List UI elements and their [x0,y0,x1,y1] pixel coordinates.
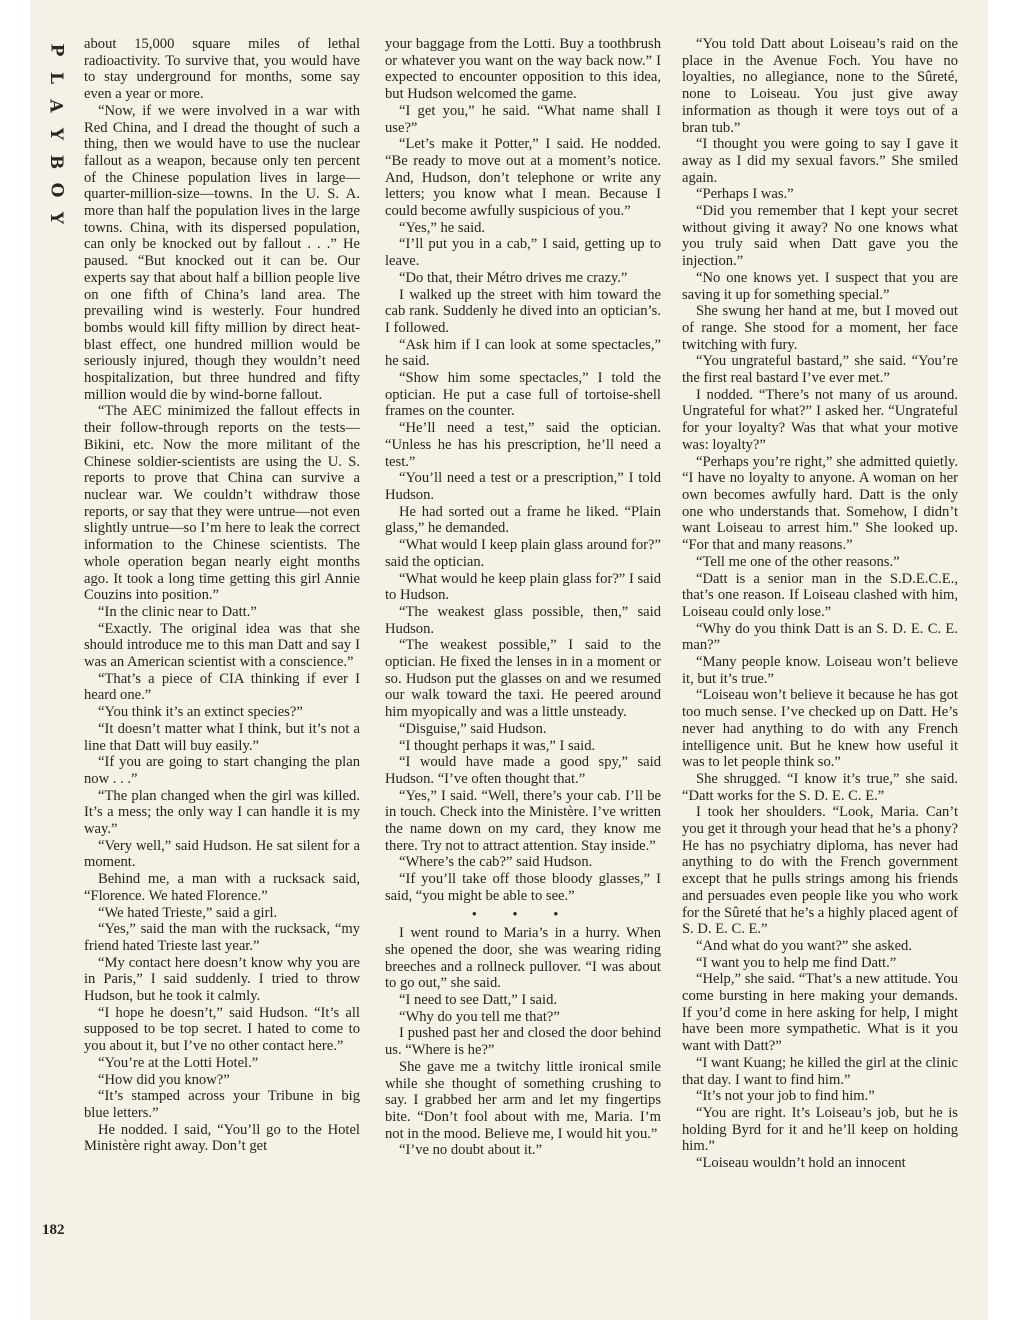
paragraph: “My contact here doesn’t know why you are in Paris,” I said suddenly. I tried to throw Hudson, but he took it calmly. [84,954,360,1005]
paragraph: “You’ll need a test or a prescription,” I told Hudson. [385,470,661,503]
running-head-playboy [44,40,68,228]
paragraph: “Yes,” I said. “Well, there’s your cab. I’ll be in touch. Check into the Ministère. I’ve written the name down on my card, they know me there. Try not to attract attention. Stay inside.” [385,787,661,854]
paragraph: I went round to Maria’s in a hurry. When she opened the door, she was wearing riding breeches and a rollneck pullover. “I was about to go out,” she said. [385,925,661,992]
paragraph: “No one knows yet. I suspect that you are saving it up for something special.” [682,269,958,303]
paragraph: She shrugged. “I know it’s true,” she said. “Datt works for the S. D. E. C. E.” [682,770,958,804]
paragraph: “I hope he doesn’t,” said Hudson. “It’s all supposed to be top secret. I hated to come to you about it, but I’ve no other contact here.” [84,1004,360,1055]
masthead-letter: B [46,154,66,170]
paragraph: He had sorted out a frame he liked. “Plain glass,” he demanded. [385,503,661,537]
masthead-letter: O [46,182,66,198]
paragraph: “You told Datt about Loiseau’s raid on the place in the Avenue Foch. You have no loyalties, no allegiance, none to the Sûreté, none to Loiseau. You just give away information as though it were toys out of a bran tub.” [682,36,958,136]
paragraph: “Exactly. The original idea was that she should introduce me to this man Datt and say I was an American scientist with a conscience.” [84,620,360,671]
paragraph: “It’s stamped across your Tribune in big blue letters.” [84,1088,360,1121]
paragraph: “I thought you were going to say I gave it away as I did my sexual favors.” She smiled again. [682,136,958,186]
paragraph: about 15,000 square miles of lethal radioactivity. To survive that, you would have to stay underground for months, some say even a year or more. [84,36,360,103]
paragraph: your baggage from the Lotti. Buy a toothbrush or whatever you want on the way back now.” I expected to encounter opposition to this idea, but Hudson welcomed the game. [385,36,661,103]
paragraph: “I need to see Datt,” I said. [399,992,558,1009]
paragraph: “Datt is a senior man in the S.D.E.C.E., that’s one reason. If Loiseau clashed with him, Loiseau could only lose.” [682,570,958,620]
paragraph: I took her shoulders. “Look, Maria. Can’t you get it through your head that he’s a phony? He has no psychiatry diploma, has never had anything to do with the French government except that he pulls strings among his friends and persuades even people like you who work for the Sûreté that he’s a highly placed agent of S. D. E. C. E.” [682,804,958,938]
paragraph: “Why do you think Datt is an S. D. E. C. E. man?” [682,620,958,654]
paragraph: “He’ll need a test,” said the optician. “Unless he has his prescription, he’ll need a test.” [385,420,661,470]
paragraph: “And what do you want?” she asked. [696,937,913,954]
paragraph: Behind me, a man with a rucksack said, “Florence. We hated Florence.” [84,871,360,904]
paragraph: “In the clinic near to Datt.” [98,603,257,620]
text-column-right [682,36,958,1172]
paragraph: “Do that, their Métro drives me crazy.” [399,269,628,286]
masthead-letter: P [45,43,66,57]
paragraph: “You ungrateful bastard,” she said. “You’re the first real bastard I’ve ever met.” [682,353,958,387]
masthead-letter: Y [45,127,66,141]
paragraph: “Disguise,” said Hudson. [399,720,547,737]
paragraph: “It doesn’t matter what I think, but it’s not a line that Datt will buy easily.” [84,720,360,754]
paragraph: “The weakest glass possible, then,” said Hudson. [385,603,661,637]
paragraph: “Yes,” said the man with the rucksack, “my friend hated Trieste last year.” [84,921,360,954]
paragraph: “You are right. It’s Loiseau’s job, but he is holding Byrd for it and he’ll keep on holding him.” [682,1105,958,1155]
paragraph: “Ask him if I can look at some spectacles,” he said. [385,336,661,370]
paragraph: “Where’s the cab?” said Hudson. [399,854,593,871]
paragraph: “Why do you tell me that?” [399,1008,560,1025]
paragraph: He nodded. I said, “You’ll go to the Hotel Ministère right away. Don’t get [84,1121,360,1155]
paragraph: “Did you remember that I kept your secret without giving it away? No one knows what you truly said when Datt gave you the injection.” [682,203,958,270]
paragraph: “I’ll put you in a cab,” I said, getting up to leave. [385,236,661,270]
paragraph: “Loiseau won’t believe it because he has got too much sense. I’ve checked up on Datt. He’s never had anything to do with any French intelligence unit. But he knew how useful it was to let people think so.” [682,687,958,771]
paragraph: “Show him some spectacles,” I told the optician. He put a case full of tortoise-shell frames on the counter. [385,370,661,420]
paragraph: “Perhaps I was.” [696,186,794,203]
section-break: • • • [471,906,575,923]
masthead-letter: Y [45,211,66,225]
text-column-left [84,36,360,1155]
paragraph: “What would he keep plain glass for?” I said to Hudson. [385,570,661,604]
paragraph: “It’s not your job to find him.” [696,1088,875,1105]
paragraph: “We hated Trieste,” said a girl. [98,904,278,921]
paragraph: “Perhaps you’re right,” she admitted quietly. “I have no loyalty to anyone. A woman on her own becomes awfully hard. Datt is the only one who understands that. Somehow, I didn’t want Loiseau to arrest him.” She looked up. “For that and many reasons.” [682,453,958,554]
paragraph: “The AEC minimized the fallout effects in their follow-through reports on the tests—Bikini, etc. Now the more militant of the Chinese soldier-scientists are using the U. S. reports to prove that China can survive a nuclear war. We couldn’t withdraw those reports, or say that they were untrue—not even slightly untrue—so I’m here to leak the correct information to the Chinese scientists. The whole operation began nearly eight months ago. It took a long time getting this girl Annie Couzins into position.” [84,403,360,604]
masthead-letter: A [45,99,66,113]
paragraph: She gave me a twitchy little ironical smile while she thought of something crushing to say. I grabbed her arm and let my fingertips bite. “Don’t fool about with me, Maria. I’m not in the mood. Believe me, I would hit you.” [385,1058,661,1142]
paragraph: “Now, if we were involved in a war with Red China, and I dread the thought of such a thing, then we would have to use the nuclear fallout as a weapon, because only ten percent of the Chinese population lives in large—quarter-million-size—towns. In the U. S. A. more than half the population lives in the large towns. China, with its dispersed population, can only be knocked out by fallout . . .” He paused. “But knocked out it can be. Our experts say that about half a billion people live on one fifth of China’s land area. The prevailing wind is westerly. Four hundred bombs would kill fifty million by direct heat-blast effect, one hundred million would be seriously injured, though they wouldn’t need hospitalization, but three hundred and fifty million would die by wind-borne fallout. [84,102,360,403]
paragraph: “I want Kuang; he killed the girl at the clinic that day. I want to find him.” [682,1054,958,1088]
paragraph: “I get you,” he said. “What name shall I use?” [385,102,661,136]
paragraph: “Yes,” he said. [399,219,486,236]
paragraph: “I would have made a good spy,” said Hudson. “I’ve often thought that.” [385,754,661,787]
paragraph: “You’re at the Lotti Hotel.” [98,1054,259,1071]
paragraph: “That’s a piece of CIA thinking if ever I heard one.” [84,670,360,704]
paragraph: “The plan changed when the girl was killed. It’s a mess; the only way I can handle it is my way.” [84,787,360,838]
text-column-middle [385,36,661,1159]
paragraph: “I’ve no doubt about it.” [399,1142,543,1159]
paragraph: “You think it’s an extinct species?” [98,704,303,721]
paragraph: “How did you know?” [98,1071,230,1088]
masthead-letter: L [45,72,66,84]
paragraph: “If you are going to start changing the plan now . . .” [84,754,360,787]
paragraph: She swung her hand at me, but I moved out of range. She stood for a moment, her face twitching with fury. [682,303,958,353]
paragraph: “I thought perhaps it was,” I said. [399,737,596,754]
paragraph: “Many people know. Loiseau won’t believe it, but it’s true.” [682,654,958,687]
paragraph: “I want you to help me find Datt.” [696,954,897,971]
paragraph: “The weakest possible,” I said to the optician. He fixed the lenses in in a moment or so. Hudson put the glasses on and we resumed our walk toward the taxi. He peered around him myopically and was a little unsteady. [385,637,661,721]
paragraph: “Help,” she said. “That’s a new attitude. You come bursting in here making your demands. If you’d come in here asking for help, I might have been more sympathetic. What is it you want with Datt?” [682,971,958,1055]
paragraph: “What would I keep plain glass around for?” said the optician. [385,537,661,570]
paragraph: “Let’s make it Potter,” I said. He nodded. “Be ready to move out at a moment’s notice. And, Hudson, don’t telephone or write any letters; you know what I mean. Because I could become awfully suspicious of you.” [385,136,661,220]
paragraph: “Loiseau wouldn’t hold an innocent [696,1155,906,1172]
paragraph: I walked up the street with him toward the cab rank. Suddenly he dived into an optician’s. I followed. [385,286,661,336]
paragraph: “Tell me one of the other reasons.” [696,553,900,570]
paragraph: I pushed past her and closed the door behind us. “Where is he?” [385,1025,661,1059]
paragraph: “If you’ll take off those bloody glasses,” I said, “you might be able to see.” [385,871,661,904]
page-number: 182 [42,1222,65,1238]
paragraph: I nodded. “There’s not many of us around. Ungrateful for what?” I asked her. “Ungrateful for your loyalty? Was that what your motive was: loyalty?” [682,386,958,453]
paragraph: “Very well,” said Hudson. He sat silent for a moment. [84,837,360,871]
